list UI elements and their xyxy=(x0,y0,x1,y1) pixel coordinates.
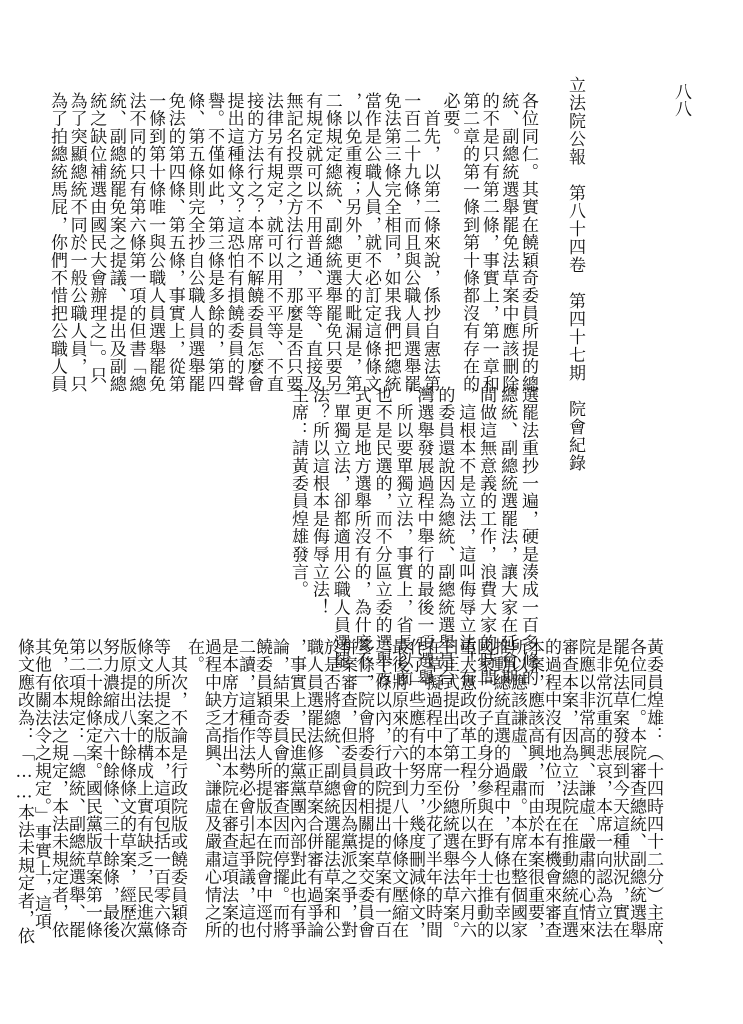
text-column: 條文應改為：「……本法未規定者，依 xyxy=(14,638,34,945)
text-column: 提出這種條文？這恐怕有損饒委員的聲 xyxy=(223,92,244,393)
text-column: 免法第三條完全相同，如果我們把總統 xyxy=(380,92,401,393)
text-column: 論，結果委員會的審查因而停擺。而將 xyxy=(269,638,289,939)
text-column: 主席：請黃委員煌雄發言。 xyxy=(288,386,308,599)
text-column: 最後將原來的六十到八十條條文壓縮在 xyxy=(388,638,408,939)
text-column: 多條，院會將委員的相關提案交委員會 xyxy=(354,638,374,939)
text-column: 推動總統直選的過程中，有條也有幸以 xyxy=(490,638,510,939)
text-column: 國家一份子的身分參與在野人士推動的 xyxy=(473,638,493,939)
text-block-middle xyxy=(288,386,538,687)
text-column: 各位同仁。本院審查總統、副總統選舉 xyxy=(626,638,646,939)
text-column: 的委員還說因為總統、副總統選舉是台 xyxy=(434,386,455,687)
text-column: 努力濃縮成六十餘條、三十餘條，最後 xyxy=(99,638,119,939)
text-column: 所以應該謙虛、嚴肅。本席在整個國家 xyxy=(507,638,527,939)
text-column: 在草擬過程中本席至少花了半年的時間 xyxy=(422,638,442,939)
text-column: 有規定就可以不用普通、平等、直接及 xyxy=(302,92,323,393)
text-column: 統、副總統罷免案之提議、提出及副總 xyxy=(105,92,126,393)
text-column: 等人所提之版本，這項包括一百零六條 xyxy=(150,638,170,939)
text-column: 免，依本法之規定，本法未規定者，依 xyxy=(48,638,68,939)
text-column: 在。 xyxy=(184,638,204,674)
text-column: 審查本案，因為立法院在推動總統直選 xyxy=(558,638,578,939)
text-column: ，所以要單獨立法，事實上，省長以前 xyxy=(392,386,413,687)
text-column: 當作是公職人員，就不必訂定這條條文 xyxy=(361,92,381,393)
text-column: 間做這無意義的工作，浪費大家的時間 xyxy=(476,386,497,687)
text-column: 的過程中沒有地位，現在有機會來審查 xyxy=(541,638,561,939)
text-column: 饒委員穎奇等人所提版本在院會中逕付 xyxy=(252,638,272,939)
text-column: 免法的第四條、第五條，事實上，從第 xyxy=(164,92,185,393)
text-column: 版原提出八十餘條條文的草案，經歷次 xyxy=(116,638,136,939)
text-column: 重大憲政改革工程，所以在今年六月六 xyxy=(456,638,476,939)
text-column: 一百二十九條，而且與公職人員選舉罷 xyxy=(400,92,421,393)
text-column: 必要。 xyxy=(439,92,460,146)
text-column: 第二項規定：「總統、副總統選舉、罷 xyxy=(65,638,85,939)
text-column: 過程中缺乏高興、謙虛及嚴肅心情之所 xyxy=(201,638,221,939)
text-column: 其次，不論是行政院版或饒委員穎奇 xyxy=(167,638,187,939)
text-column: 本案，應該高興，而由於本案很重要， xyxy=(524,638,544,939)
text-column: 的不是只有第二條，事實上，第一章和 xyxy=(478,92,499,393)
text-column: 是本席方才指出本院在審查這項法案的 xyxy=(218,638,238,939)
text-column: 首先，以第二條來說，係抄自憲法第 xyxy=(419,92,440,393)
text-column: 罷免法草案發展到今天這種狀況，實在 xyxy=(609,638,629,939)
text-column: 法律另有規定，就可以用不平等、不直 xyxy=(262,92,283,393)
text-column: 二讀，這種作法勢必會引起爭議，這也 xyxy=(235,638,255,939)
text-column: 其他有關法令之規定。」事實上，這項 xyxy=(31,638,51,931)
text-column: 為了拍總統馬屁，你們不惜把公職人員 xyxy=(47,92,67,393)
page-number: 八八 xyxy=(671,83,691,117)
text-block-lower xyxy=(14,638,663,998)
text-column: 各位同仁。其實在饒穎奇委員所提的總 xyxy=(518,92,538,393)
text-column: 併案審查，但委員會因為黨派之爭，對 xyxy=(337,638,357,939)
text-column: 黃委員煌雄：（十四時四十二分）主席、 xyxy=(643,638,663,957)
text-column: 院應以非常高興、謙虛、嚴肅的心情來 xyxy=(575,638,595,939)
text-column: 式更是地方選舉所沒有的，為什麼不一 xyxy=(350,386,371,687)
text-column: 條文的法案的構成上實有缺乏，民進黨 xyxy=(133,638,153,939)
text-column: 一單獨立法，卻都適用公職人員選罷 xyxy=(329,386,350,670)
text-column: 選罷法重抄一遍，硬是湊成一百多條的 xyxy=(517,386,538,687)
text-column: ，事實上，民進黨黨團內部對此也有爭 xyxy=(286,638,306,939)
text-column: 無記名投票之方法行之，那麼是否只要 xyxy=(282,92,303,393)
text-column: 日正式提出了第一份總統選舉法草案。 xyxy=(439,638,459,939)
text-column: 一條到第十條唯一與公職人員選舉罷免 xyxy=(145,92,166,393)
text-column: 接的方法行之？本席不解饒委員怎麼會 xyxy=(243,92,264,393)
text-column: 法？所以這根本是侮辱立法！ xyxy=(308,386,329,617)
journal-header: 立法院公報 第八十四卷 第四十七期 院會紀錄 xyxy=(565,76,585,472)
text-column: 職人員選罷法修正草案合併審有過爭論 xyxy=(303,638,323,939)
text-column: 第二章的第一條到第十條都沒有存在的 xyxy=(459,92,480,393)
text-block-upper xyxy=(48,92,536,432)
text-column: 統、副總統選舉罷免法草案中應該刪除 xyxy=(498,92,519,393)
text-column: 以二十餘條定案。國民黨版草案第一條 xyxy=(82,638,102,939)
text-column: 是非常沉重的悲哀，本席一向認為立法 xyxy=(592,638,612,939)
text-column: ，以免重複；另外，更大的毗漏是，第 xyxy=(341,92,362,393)
text-column: 灣選舉發展過程中舉行的最後一項選舉 xyxy=(413,386,434,687)
text-column: ，這根本不是立法，這叫侮辱立法！有 xyxy=(455,386,476,687)
text-column: 譽。不僅如此，第三條是多餘的，第四 xyxy=(204,92,224,393)
text-column: 二條規定總統、副總統選舉罷免只要另 xyxy=(321,92,342,393)
text-column: 作了一些應有的努力，幾度刪減條文， xyxy=(405,638,425,939)
text-column: 二十條以內，行政院提出的草案有一百 xyxy=(371,638,391,939)
text-column: 法不同的只有第六條第一項的但書「總 xyxy=(125,92,146,393)
text-column: 於是否將總統、副總統選罷法草案和公 xyxy=(320,638,340,939)
text-column: 統之缺位補選由國民大會辦理之」。只 xyxy=(86,92,107,385)
text-column: 總統、副總統選罷法，讓大家在延會期 xyxy=(497,386,518,687)
text-column: 也不是民選的，而不分區立委的選舉方 xyxy=(371,386,392,687)
text-column: 條、第五條則完全抄自公職人員選舉罷 xyxy=(184,92,205,393)
text-column: 為了突顯總統不同於一般公職人員，只 xyxy=(66,92,87,393)
